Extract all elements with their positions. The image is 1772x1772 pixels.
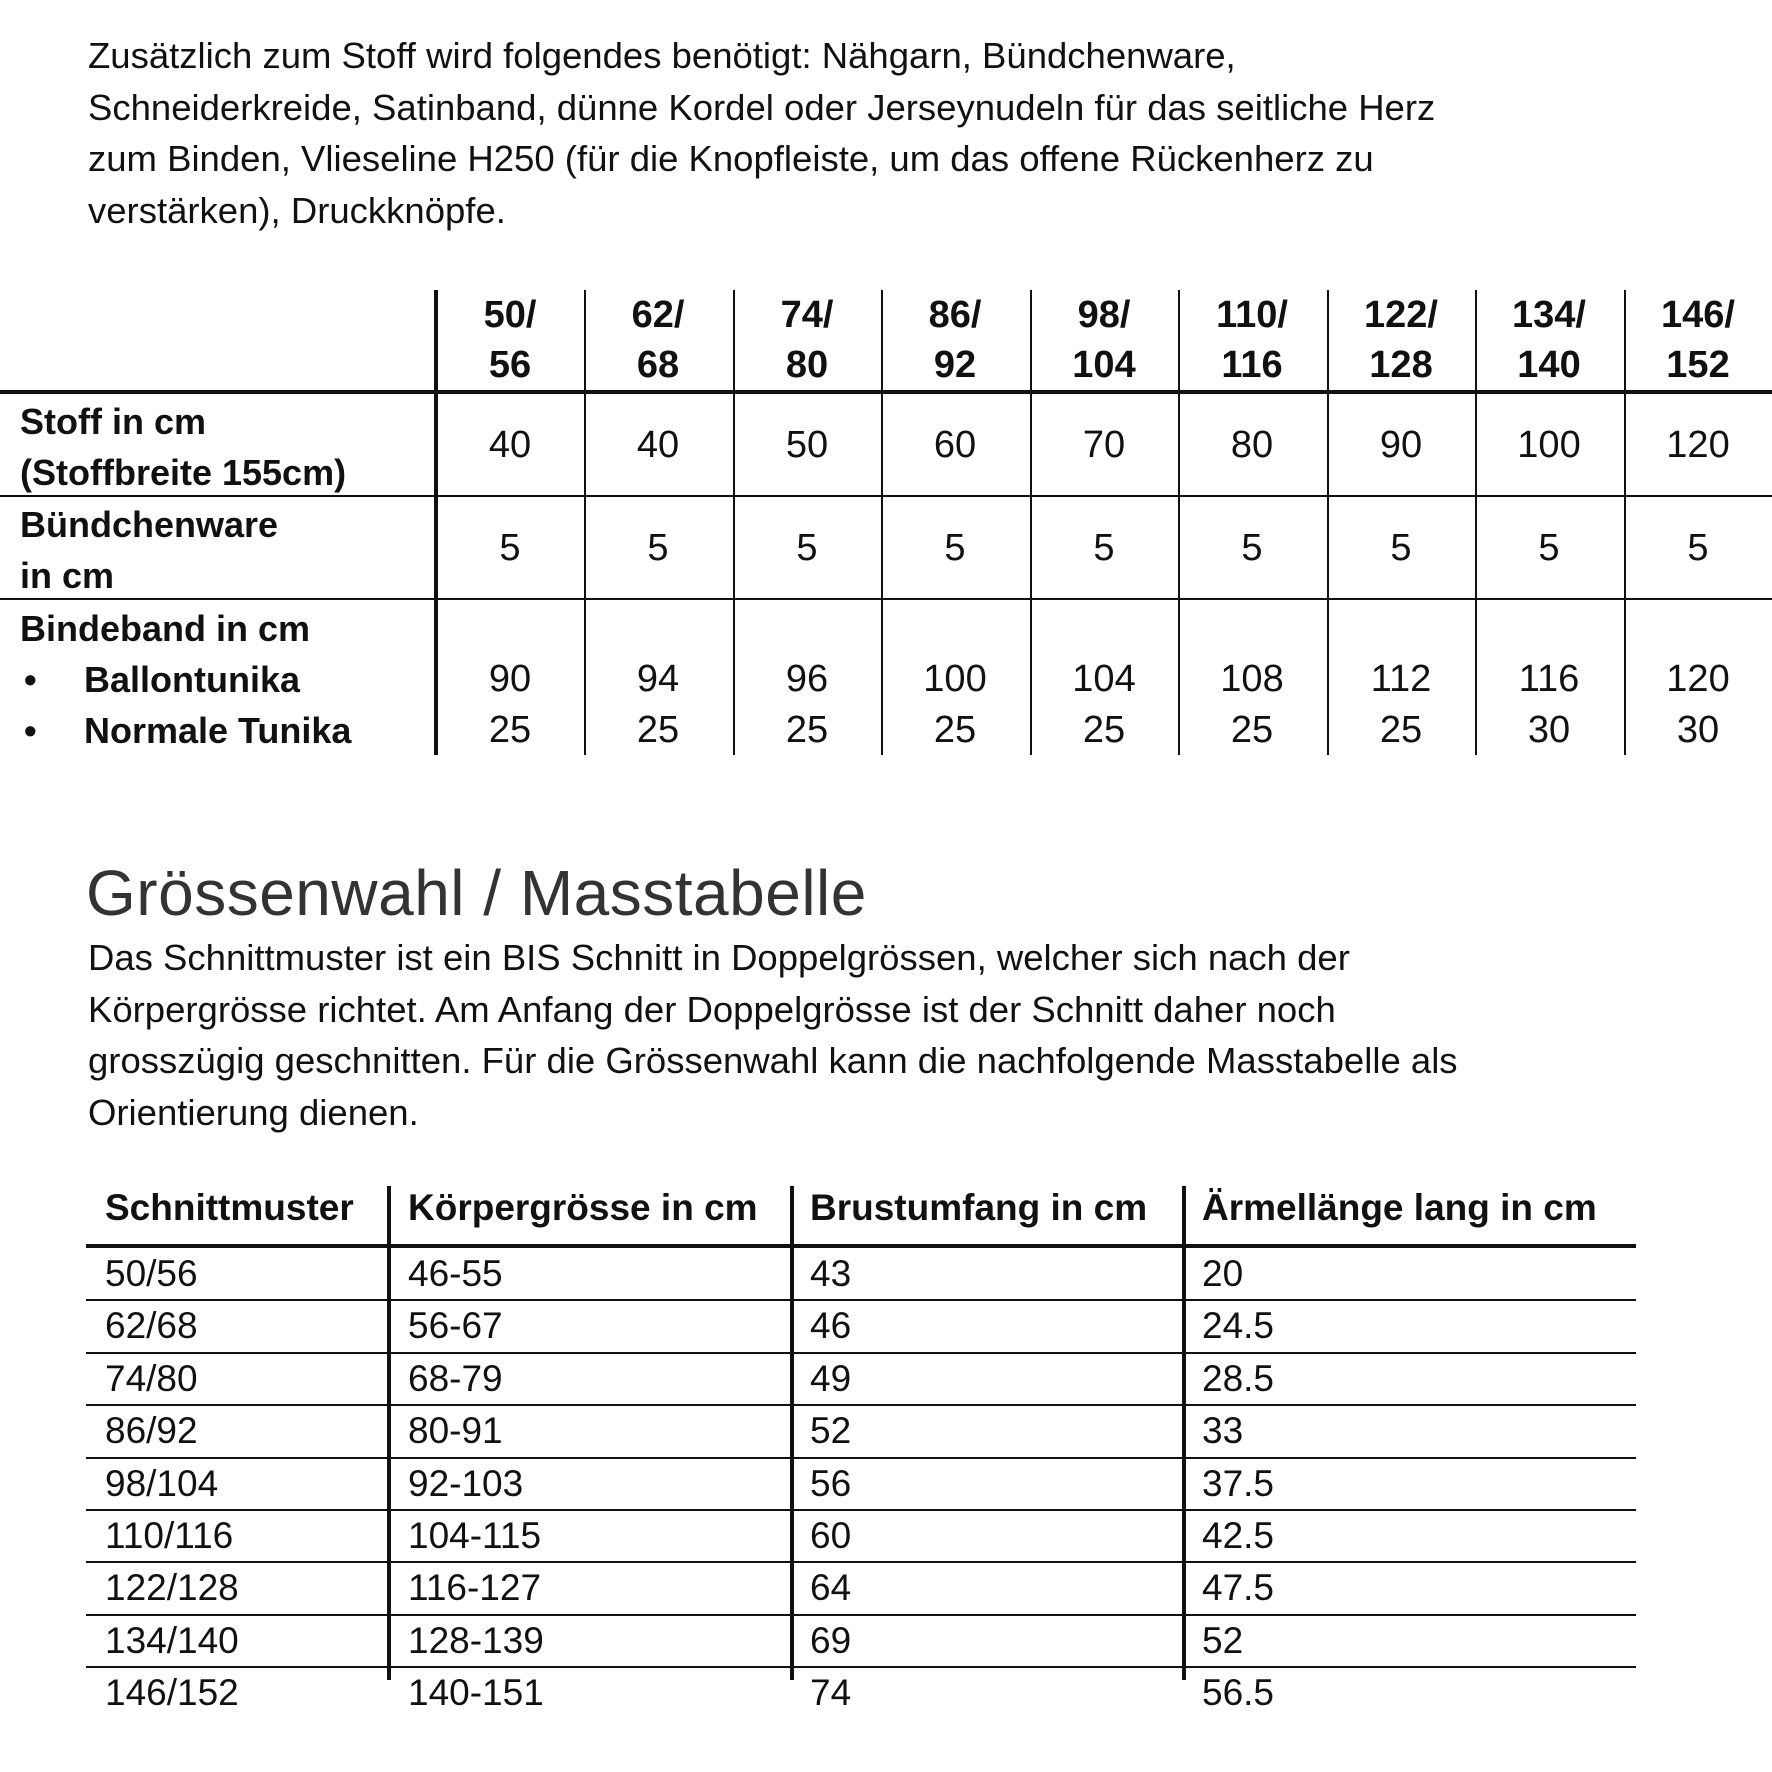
table-cell: 25: [636, 709, 680, 751]
table-cell: 56.5: [1202, 1672, 1275, 1714]
table-divider: [387, 1186, 391, 1680]
column-header: Körpergrösse in cm: [408, 1187, 758, 1228]
table-cell: 98/104: [105, 1462, 219, 1504]
bullet-label: Ballontunika: [84, 659, 301, 700]
table-row-rule: [86, 1457, 1636, 1459]
table-cell: 100: [1517, 424, 1581, 466]
size-header: 50/ 56: [483, 294, 537, 386]
table-row-rule: [86, 1299, 1636, 1301]
table-cell: 110/116: [105, 1515, 234, 1556]
table-cell: 25: [1379, 709, 1423, 751]
table-cell: 25: [1082, 709, 1126, 751]
table-cell: 120: [1666, 424, 1730, 466]
table-cell: 5: [647, 527, 669, 569]
table-cell: 30: [1527, 709, 1571, 751]
table-cell: 40: [636, 424, 680, 466]
bullet-icon: •: [24, 710, 37, 751]
size-header: 146/ 152: [1661, 294, 1735, 386]
row-label: Stoff in cm (Stoffbreite 155cm): [20, 401, 347, 493]
table-cell: 56-67: [408, 1305, 503, 1347]
size-header: 86/ 92: [928, 294, 982, 386]
size-header: 110/ 116: [1216, 294, 1288, 386]
size-table: [0, 1160, 1772, 1760]
table-row-rule: [86, 1404, 1636, 1406]
bullet-icon: •: [24, 659, 37, 700]
bullet-label: Normale Tunika: [84, 710, 352, 751]
table-cell: 122/128: [105, 1567, 239, 1609]
table-header-rule: [0, 390, 1772, 394]
table-cell: 108: [1220, 658, 1284, 700]
table-cell: 60: [810, 1515, 852, 1556]
table-cell: 47.5: [1202, 1567, 1275, 1609]
description-paragraph: Das Schnittmuster ist ein BIS Schnitt in Doppelgrössen, welcher sich nach der Körpergrösse richtet. Am Anfang der Doppelgrösse ist der Schnitt daher noch grosszügig geschnitten. Für die Grössenwahl kann die nachfolgende Masstabelle als Orientierung dienen.: [88, 937, 1458, 1133]
table-cell: 5: [1687, 527, 1709, 569]
table-cell: 49: [810, 1357, 852, 1399]
section-heading: Grössenwahl / Masstabelle: [86, 857, 867, 929]
size-header: 122/ 128: [1364, 294, 1438, 386]
table-cell: 90: [488, 658, 532, 700]
table-cell: 74: [810, 1672, 852, 1714]
column-header: Schnittmuster: [105, 1187, 354, 1228]
table-cell: 46-55: [408, 1253, 503, 1294]
table-cell: 25: [933, 709, 977, 751]
table-cell: 120: [1666, 658, 1730, 700]
table-row-rule: [86, 1666, 1636, 1668]
table-cell: 74/80: [105, 1357, 198, 1399]
size-header: 62/ 68: [631, 294, 685, 386]
table-cell: 60: [933, 424, 977, 466]
materials-table: [0, 0, 1772, 760]
table-row-rule: [86, 1352, 1636, 1354]
table-cell: 96: [785, 658, 829, 700]
table-cell: 90: [1379, 424, 1423, 466]
table-row-rule: [86, 1614, 1636, 1616]
table-cell: 64: [810, 1567, 852, 1609]
table-cell: 70: [1082, 424, 1126, 466]
table-cell: 33: [1202, 1410, 1244, 1452]
table-cell: 92-103: [408, 1462, 524, 1504]
bullet-item: [20, 705, 351, 756]
table-cell: 5: [796, 527, 818, 569]
table-cell: 5: [1093, 527, 1115, 569]
row-label: Bindeband in cm: [20, 608, 311, 649]
table-cell: 25: [785, 709, 829, 751]
table-cell: 50: [785, 424, 829, 466]
table-cell: 86/92: [105, 1410, 198, 1452]
table-cell: 5: [944, 527, 966, 569]
table-cell: 56: [810, 1462, 852, 1504]
table-cell: 134/140: [105, 1619, 239, 1661]
table-cell: 5: [499, 527, 521, 569]
table-cell: 116-127: [408, 1567, 542, 1609]
table-divider: [790, 1186, 794, 1680]
table-cell: 146/152: [105, 1672, 239, 1714]
table-cell: 68-79: [408, 1357, 503, 1399]
table-cell: 46: [810, 1305, 852, 1347]
table-cell: 128-139: [408, 1619, 544, 1661]
table-cell: 69: [810, 1619, 852, 1661]
table-cell: 80-91: [408, 1410, 503, 1452]
table-header-rule: [86, 1244, 1636, 1248]
table-cell: 5: [1241, 527, 1263, 569]
table-cell: 25: [488, 709, 532, 751]
size-header: 74/ 80: [780, 294, 834, 386]
table-cell: 24.5: [1202, 1305, 1275, 1347]
table-cell: 116: [1518, 658, 1580, 700]
table-cell: 94: [636, 658, 680, 700]
table-cell: 62/68: [105, 1305, 198, 1347]
intro-paragraph: Zusätzlich zum Stoff wird folgendes benötigt: Nähgarn, Bündchenware, Schneiderkreide, Satinband, dünne Kordel oder Jerseynudeln für das seitliche Herz zum Binden, Vlieseline H250 (für die Knopfleiste, um das offene Rückenherz zu verstärken), Druckknöpfe.: [88, 35, 1436, 231]
bullet-item: [20, 654, 300, 705]
table-cell: 30: [1676, 709, 1720, 751]
table-cell: 50/56: [105, 1253, 198, 1294]
table-cell: 5: [1538, 527, 1560, 569]
table-cell: 100: [923, 658, 987, 700]
size-header: 134/ 140: [1512, 294, 1586, 386]
table-row-rule: [86, 1561, 1636, 1563]
table-cell: 25: [1230, 709, 1274, 751]
table-cell: 52: [1202, 1619, 1244, 1661]
size-header: 98/ 104: [1072, 294, 1136, 386]
table-cell: 40: [488, 424, 532, 466]
table-divider: [1182, 1186, 1186, 1680]
table-cell: 5: [1390, 527, 1412, 569]
table-cell: 37.5: [1202, 1462, 1275, 1504]
table-cell: 42.5: [1202, 1515, 1275, 1556]
table-cell: 140-151: [408, 1672, 544, 1714]
row-label: Bündchenware in cm: [20, 504, 279, 596]
column-header: Brustumfang in cm: [810, 1187, 1148, 1228]
table-cell: 52: [810, 1410, 852, 1452]
table-cell: 28.5: [1202, 1357, 1275, 1399]
column-header: Ärmellänge lang in cm: [1202, 1187, 1597, 1228]
table-cell: 104-115: [408, 1515, 542, 1556]
table-cell: 104: [1072, 658, 1136, 700]
table-cell: 112: [1370, 658, 1432, 700]
table-cell: 43: [810, 1253, 852, 1294]
table-row-rule: [86, 1509, 1636, 1511]
table-cell: 80: [1230, 424, 1274, 466]
table-cell: 20: [1202, 1253, 1244, 1294]
